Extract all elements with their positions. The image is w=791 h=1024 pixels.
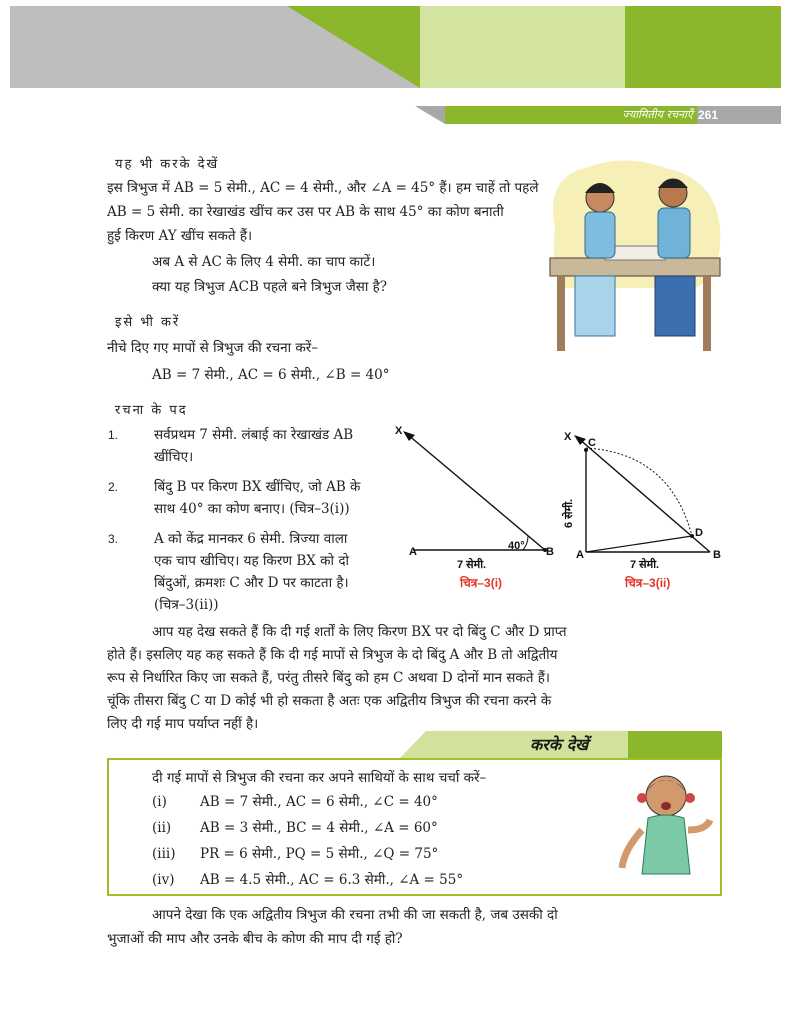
step-3-text — [154, 528, 349, 616]
step-1-number: 1. — [108, 428, 119, 442]
section1-line-3: हुई किरण AY खींच सकते हैं। — [107, 228, 253, 244]
paragraph-line-3: रूप से निर्धारित किए जा सकते हैं, परंतु तीसरे बिंदु को हम C अथवा D दोनों मान सकते हैं। — [107, 670, 551, 686]
segment-ad — [586, 536, 692, 552]
label-c-2: C — [588, 437, 596, 449]
page-number: 261 — [698, 108, 719, 122]
try-item-2-num: (ii) — [152, 820, 172, 836]
try-item-1-num: (i) — [152, 794, 167, 810]
section2-intro: नीचे दिए गए मापों से त्रिभुज की रचना करें– — [107, 340, 318, 356]
label-b-2: B — [713, 549, 721, 561]
section2-measure: AB = 7 सेमी., AC = 6 सेमी., ∠B = 40° — [152, 367, 390, 383]
figure-3-ii — [560, 428, 735, 568]
header-light-green-block — [420, 6, 625, 88]
figure-3-ii-caption: चित्र–3(ii) — [625, 576, 671, 590]
try-item-4-text: AB = 4.5 सेमी., AC = 6.3 सेमी., ∠A = 55° — [200, 872, 464, 888]
label-x: X — [395, 425, 403, 437]
ray-bx-2 — [578, 438, 710, 552]
try-box-intro: दी गई मापों से त्रिभुज की रचना कर अपने साथियों के साथ चर्चा करें– — [152, 770, 487, 786]
header-dark-green-block — [625, 6, 781, 88]
chapter-title: ज्यामितीय रचनाएँ — [622, 108, 693, 121]
section1-indent-1: अब A से AC के लिए 4 सेमी. का चाप काटें। — [152, 254, 376, 270]
step-2-line-1: बिंदु B पर किरण BX खींचिए, जो AB के — [154, 479, 361, 495]
try-item-4-num: (iv) — [152, 872, 175, 888]
ray-bx — [407, 434, 545, 550]
label-a-2: A — [576, 549, 584, 561]
point-d-dot — [690, 534, 694, 538]
paragraph-line-1: आप यह देख सकते हैं कि दी गई शर्तों के लिए किरण BX पर दो बिंदु C और D प्राप्त — [152, 624, 567, 640]
step-3-line-2: एक चाप खीचिए। यह किरण BX को दो — [154, 553, 350, 569]
label-length-2: 7 सेमी. — [630, 559, 660, 568]
section3-heading: रचना के पद — [115, 403, 188, 418]
closing-line-2: भुजाओं की माप और उनके बीच के कोण की माप दी गई हो? — [107, 931, 403, 947]
paragraph-line-2: होते हैं। इसलिए यह कह सकते हैं कि दी गई मापों से त्रिभुज के दो बिंदु A और B तो अद्वितीय — [107, 647, 558, 663]
step-1-text — [154, 424, 353, 468]
label-a: A — [409, 546, 417, 558]
step-3-line-4: (चित्र–3(ii)) — [154, 597, 219, 613]
label-length: 7 सेमी. — [457, 559, 487, 571]
step-1-line-1: सर्वप्रथम 7 सेमी. लंबाई का रेखाखंड AB — [154, 427, 354, 443]
closing-line-1: आपने देखा कि एक अद्वितीय त्रिभुज की रचना तभी की जा सकती है, जब उसकी दो — [152, 907, 558, 923]
section2-heading: इसे भी करें — [115, 315, 181, 330]
label-side-2: 6 सेमी. — [563, 498, 575, 528]
label-d-2: D — [695, 527, 703, 539]
chapter-bar-gray-tip — [415, 106, 445, 124]
section1-indent-2: क्या यह त्रिभुज ACB पहले बने त्रिभुज जैसा है? — [152, 279, 388, 295]
try-item-2-text: AB = 3 सेमी., BC = 4 सेमी., ∠A = 60° — [200, 820, 438, 836]
figure-3-i-caption: चित्र–3(i) — [460, 576, 503, 590]
step-3-number: 3. — [108, 532, 119, 546]
step-2-number: 2. — [108, 480, 119, 494]
label-angle: 40° — [508, 540, 525, 552]
step-2-line-2: साथ 40° का कोण बनाए। (चित्र–3(i)) — [154, 501, 350, 517]
try-item-3-text: PR = 6 सेमी., PQ = 5 सेमी., ∠Q = 75° — [200, 846, 439, 862]
paragraph-line-5: लिए दी गई माप पर्याप्त नहीं है। — [107, 716, 259, 732]
section1-line-1: इस त्रिभुज में AB = 5 सेमी., AC = 4 सेमी., और ∠A = 45° हैं। हम चाहें तो पहले — [107, 180, 539, 196]
step-2-text — [154, 476, 360, 520]
section1-heading: यह भी करके देखें — [115, 157, 220, 172]
label-b: B — [546, 546, 554, 558]
step-1-line-2: खींचिए। — [154, 449, 194, 465]
step-3-line-3: बिंदुओं, क्रमशः C और D पर काटता है। — [154, 575, 349, 591]
try-item-3-num: (iii) — [152, 846, 176, 862]
step-3-line-1: A को केंद्र मानकर 6 सेमी. त्रिज्या वाला — [154, 531, 348, 547]
figure-3-i — [395, 422, 565, 572]
section1-line-2: AB = 5 सेमी. का रेखाखंड खींच कर उस पर AB के साथ 45° का कोण बनाती — [107, 204, 504, 220]
students-illustration — [545, 158, 725, 358]
try-item-1-text: AB = 7 सेमी., AC = 6 सेमी., ∠C = 40° — [200, 794, 438, 810]
label-x-2: X — [564, 431, 572, 443]
try-box-tag: करके देखें — [530, 735, 589, 754]
paragraph-line-4: चूंकि तीसरा बिंदु C या D कोई भी हो सकता है अतः एक अद्वितीय त्रिभुज की रचना करने के — [107, 693, 552, 709]
girl-illustration — [618, 764, 714, 886]
